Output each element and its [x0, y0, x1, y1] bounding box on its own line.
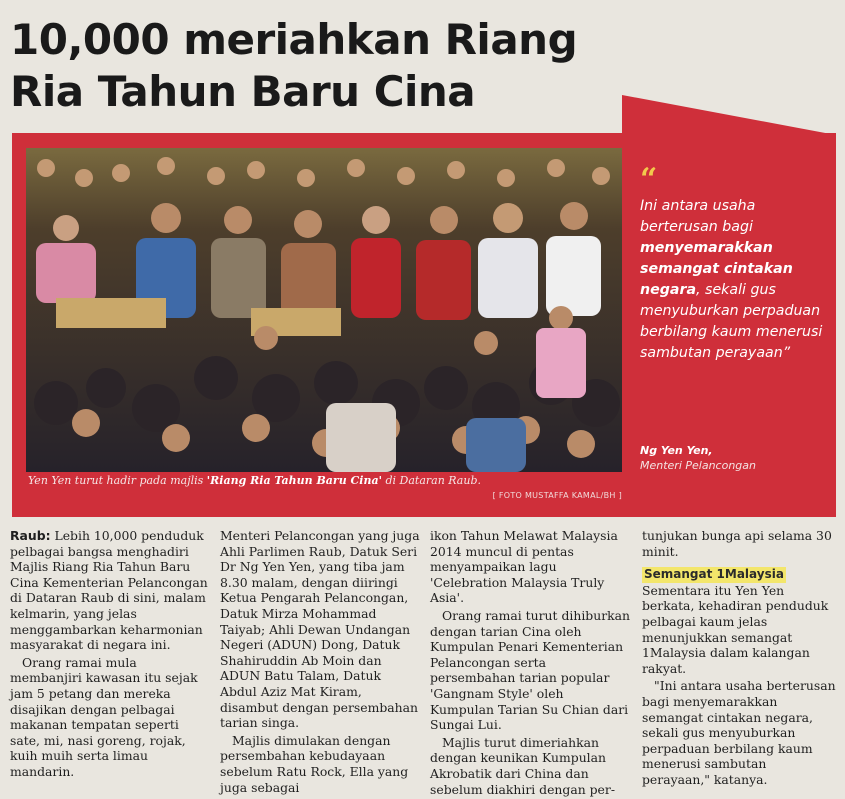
article-paragraph: Majlis dimulakan dengan persembahan kebudayaan sebelum Ratu Rock, Ella yang juga sebagai — [220, 732, 409, 795]
headline-line-1: 10,000 meriahkan Riang — [10, 15, 578, 64]
crowd-illustration — [26, 148, 622, 472]
section-subheading: Semangat 1Malaysia — [644, 567, 784, 582]
article-paragraph: Orang ramai turut dihiburkan dengan tarian Cina oleh Kumpulan Penari Kementerian Pelancongan serta persembahan tarian popular 'Gangnam Style' oleh Kumpulan Tarian Su Chian dari Sungai Lui. — [430, 607, 630, 733]
article-paragraph: Orang ramai mula membanjiri kawasan itu sejak jam 5 petang dan mereka disajikan dengan pelbagai makanan tempatan seperti sate, mi, nasi goreng, rojak, kuih muih serta limau mandarin. — [10, 654, 198, 779]
article-paragraph: ikon Tahun Melawat Malaysia 2014 muncul di pentas menyampaikan lagu 'Celebration Malaysia Truly Asia'. — [430, 528, 618, 606]
article-paragraph: Sementara itu Yen Yen berkata, kehadiran penduduk pelbagai kaum jelas menunjukkan semangat 1Malaysia dalam kalangan rakyat. — [642, 582, 829, 676]
quote-mark-icon: “ — [640, 162, 658, 197]
pull-quote-emphasis: menyemarakkan semangat cintakan negara — [640, 240, 793, 298]
article-paragraph: Majlis turut dimeriahkan dengan keunikan Kumpulan Akrobatik dari China dan sebelum diakhiri dengan per- — [430, 734, 616, 797]
feature-panel-tab — [622, 95, 836, 135]
article-column-1 — [10, 528, 210, 782]
article-column-4 — [642, 528, 838, 790]
photo-caption-emphasis: 'Riang Ria Tahun Baru Cina' — [206, 474, 382, 487]
quote-attribution-name: Ng Yen Yen, — [640, 444, 713, 457]
article-paragraph: Menteri Pelancongan yang juga Ahli Parlimen Raub, Datuk Seri Dr Ng Yen Yen, yang tiba jam 8.30 malam, dengan diiringi Ketua Pengarah Pelancongan, Datuk Mirza Mohammad Taiyab; Ahli Dewan Undangan Negeri (ADUN) Dong, Datuk Shahiruddin Ab Moin dan ADUN Batu Talam, Datuk Abdul Aziz Mat Kiram, disambut dengan persembahan tarian singa. — [220, 528, 420, 731]
article-paragraph: tunjukan bunga api selama 30 minit. — [642, 528, 832, 559]
photo-credit: [ FOTO MUSTAFFA KAMAL/BH ] — [492, 491, 622, 500]
article-column-2 — [220, 528, 420, 797]
article-paragraph: "Ini antara usaha berterusan bagi menyemarakkan semangat cintakan negara, sekali gus menyuburkan perpaduan berbilang kaum menerusi sambutan perayaan," katanya. — [642, 678, 836, 787]
photo-caption: Yen Yen turut hadir pada majlis 'Riang Ria Tahun Baru Cina' di Dataran Raub. — [28, 474, 481, 487]
dateline: Raub: — [10, 528, 51, 543]
article-paragraph: Raub: Lebih 10,000 penduduk pelbagai bangsa menghadiri Majlis Riang Ria Tahun Baru Cina Kementerian Pelancongan di Dataran Raub di sini, malam kelmarin, yang jelas menggambarkan keharmonian masyarakat di negara ini. — [10, 528, 208, 653]
article-column-3 — [430, 528, 630, 799]
headline-line-2: Ria Tahun Baru Cina — [10, 67, 476, 116]
quote-attribution-role: Menteri Pelancongan — [640, 459, 756, 472]
crowd-photo — [26, 148, 622, 472]
headline — [10, 14, 610, 118]
pull-quote: Ini antara usaha berterusan bagi menyemarakkan semangat cintakan negara, sekali gus menyuburkan perpaduan berbilang kaum menerusi sambutan perayaan” — [640, 198, 823, 361]
